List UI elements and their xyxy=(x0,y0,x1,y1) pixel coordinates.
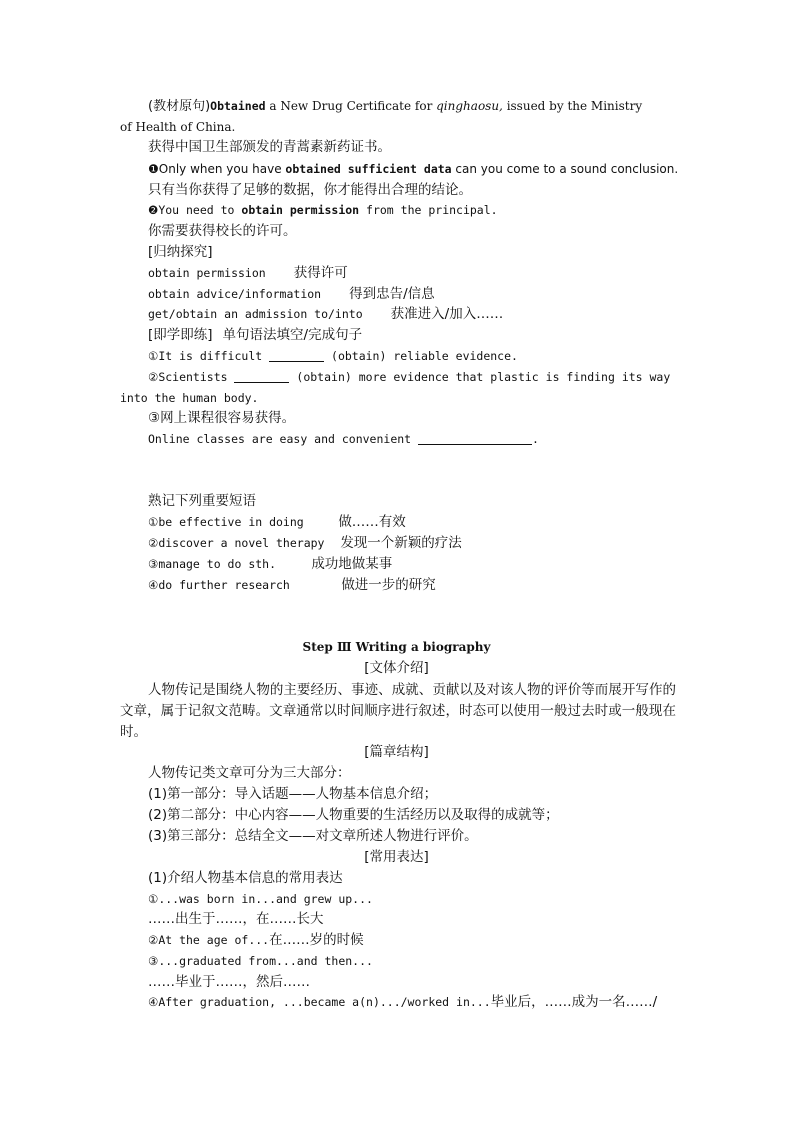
answer-blank[interactable] xyxy=(269,349,324,362)
question-number: ③ xyxy=(148,410,161,426)
phrase-item: ①be effective in doing 做……有效 xyxy=(148,514,406,530)
expressions-heading: [常用表达] xyxy=(364,849,429,865)
expression-3-translation: ……毕业于……，然后…… xyxy=(148,974,310,990)
expression-1: ①...was born in...and grew up... xyxy=(148,892,373,906)
example-2-marker: ❷ xyxy=(148,203,159,217)
example-1-bold: obtained sufficient data xyxy=(285,162,452,176)
phrase-item: ③manage to do sth. 成功地做某事 xyxy=(148,556,393,572)
practice-subheading: 单句语法填空/完成句子 xyxy=(222,327,363,343)
summary-item-zh: 得到忠告/信息 xyxy=(349,286,435,302)
answer-blank[interactable] xyxy=(418,432,532,445)
practice-question-2: ②Scientists (obtain) more evidence that plastic is finding its way xyxy=(148,370,671,384)
practice-question-3: ③网上课程很容易获得。 xyxy=(148,410,296,426)
sentence-text-b: issued by the Ministry xyxy=(502,99,643,113)
expression-3: ③...graduated from...and then... xyxy=(148,954,373,968)
example-1-marker: ❶ xyxy=(148,162,159,176)
summary-heading: [归纳探究] xyxy=(148,244,213,260)
original-sentence-translation: 获得中国卫生部颁发的青蒿素新药证书。 xyxy=(148,139,391,155)
summary-item-en: obtain advice/information xyxy=(148,287,322,301)
question-number: ② xyxy=(148,370,159,384)
example-2-bold: obtain permission xyxy=(241,203,360,217)
phrases-heading: 熟记下列重要短语 xyxy=(148,493,256,509)
summary-item-en: obtain permission xyxy=(148,266,266,280)
sentence-text-a: a New Drug Certificate for xyxy=(265,99,437,113)
practice-heading-line xyxy=(148,325,362,345)
structure-intro: 人物传记类文章可分为三大部分： xyxy=(148,765,351,781)
example-2-translation: 你需要获得校长的许可。 xyxy=(148,223,297,239)
answer-blank[interactable] xyxy=(234,370,289,383)
example-2-post: from the principal. xyxy=(359,203,498,217)
practice-question-2-cont: into the human body. xyxy=(120,391,259,405)
original-sentence-line xyxy=(148,96,642,117)
structure-part: (1)第一部分：导入话题——人物基本信息介绍； xyxy=(148,786,438,802)
example-2 xyxy=(148,200,498,220)
summary-item-en: get/obtain an admission to/into xyxy=(148,307,363,321)
intro-heading: [文体介绍] xyxy=(364,660,429,676)
structure-part: (3)第三部分：总结全文——对文章所述人物进行评价。 xyxy=(148,828,478,844)
summary-item xyxy=(148,284,435,304)
structure-heading: [篇章结构] xyxy=(364,744,429,760)
expression-1-translation: ……出生于……，在……长大 xyxy=(148,911,324,927)
expression-2: ②At the age of...在……岁的时候 xyxy=(148,932,364,948)
original-sentence-cont: of Health of China. xyxy=(120,120,236,134)
structure-part: (2)第二部分：中心内容——人物重要的生活经历以及取得的成就等； xyxy=(148,807,559,823)
practice-heading: [即学即练] xyxy=(148,327,213,343)
expressions-subheading: (1)介绍人物基本信息的常用表达 xyxy=(148,870,343,886)
source-tag: (教材原句) xyxy=(148,99,211,114)
practice-question-1: ①It is difficult (obtain) reliable evidence. xyxy=(148,349,518,363)
summary-item xyxy=(148,304,503,324)
step-3-title: Step Ⅲ Writing a biography xyxy=(302,640,491,654)
example-1 xyxy=(148,159,678,179)
example-1-translation: 只有当你获得了足够的数据，你才能得出合理的结论。 xyxy=(148,182,472,198)
obtained-bold: Obtained xyxy=(210,99,266,113)
summary-item xyxy=(148,263,348,283)
example-1-post: can you come to a sound conclusion. xyxy=(451,162,679,176)
qinghaosu-italic: qinghaosu, xyxy=(436,99,503,113)
phrase-item: ④do further research 做进一步的研究 xyxy=(148,577,436,593)
summary-item-zh: 获得许可 xyxy=(293,265,348,281)
practice-question-3-en: Online classes are easy and convenient . xyxy=(148,432,539,446)
phrase-item: ②discover a novel therapy 发现一个新颖的疗法 xyxy=(148,535,462,551)
summary-item-zh: 获准进入/加入…… xyxy=(390,306,504,322)
intro-paragraph: 人物传记是围绕人物的主要经历、事迹、成就、贡献以及对该人物的评价等而展开写作的文章，属于记叙文范畴。文章通常以时间顺序进行叙述，时态可以使用一般过去时或一般现在时。 xyxy=(120,682,676,740)
question-number: ① xyxy=(148,349,159,363)
example-2-pre: You need to xyxy=(158,203,242,217)
example-1-pre: Only when you have xyxy=(158,162,286,176)
expression-4: ④After graduation, ...became a(n).../worked in...毕业后，……成为一名……/ xyxy=(148,994,658,1010)
